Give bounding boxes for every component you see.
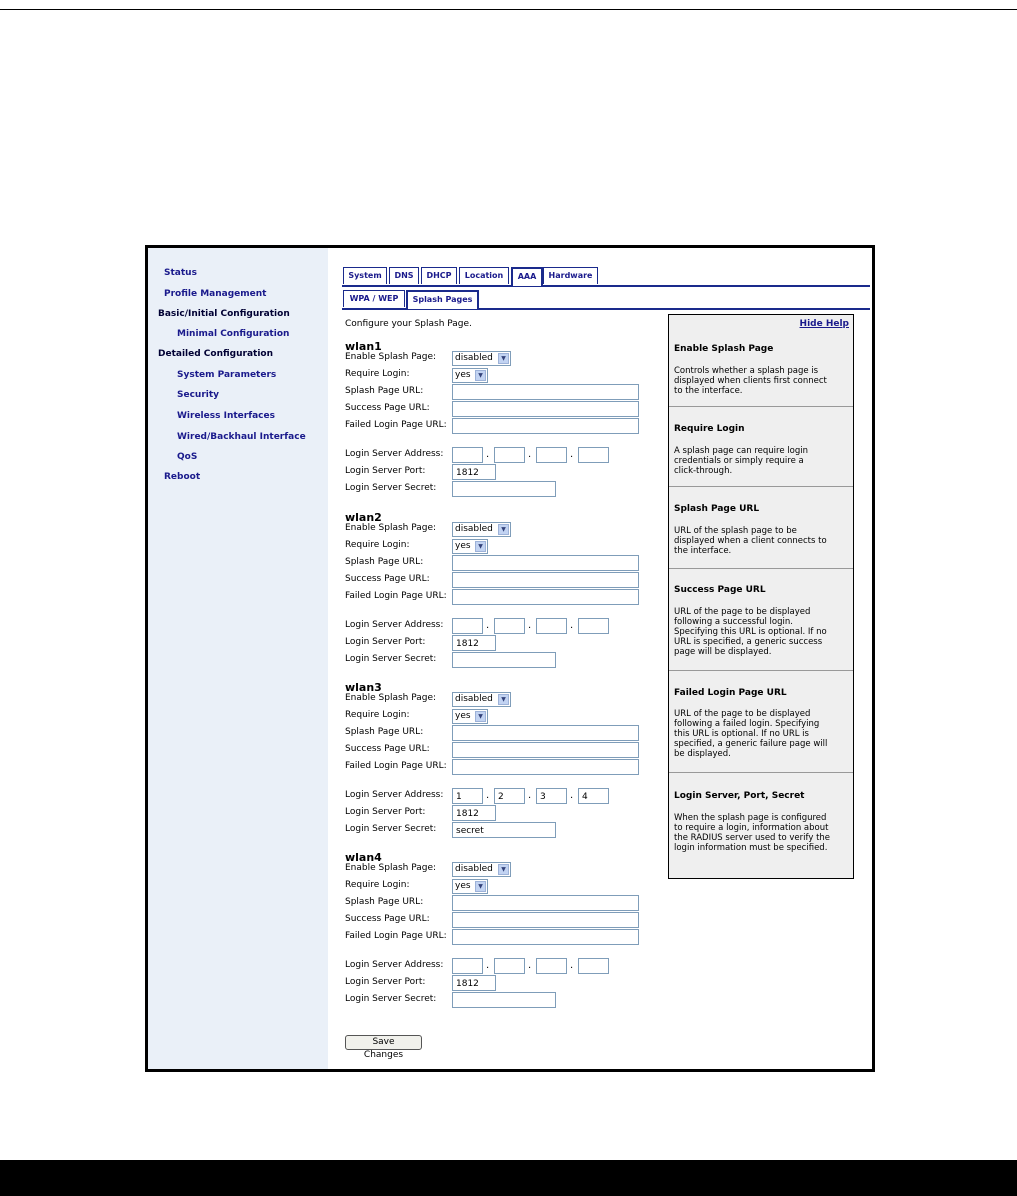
select-value: yes bbox=[455, 541, 471, 551]
sidebar-section-detailed: Detailed Configuration bbox=[158, 349, 274, 359]
server-secret-input[interactable] bbox=[452, 652, 556, 668]
tab-system[interactable]: System bbox=[343, 267, 387, 284]
splash-url-label: Splash Page URL: bbox=[345, 727, 424, 737]
splash-url-input[interactable] bbox=[452, 555, 639, 571]
failed-url-label: Failed Login Page URL: bbox=[345, 931, 447, 941]
tab-dns[interactable]: DNS bbox=[389, 267, 419, 284]
server-secret-label: Login Server Secret: bbox=[345, 994, 437, 1004]
success-url-label: Success Page URL: bbox=[345, 403, 430, 413]
server-secret-input[interactable]: secret bbox=[452, 822, 556, 838]
enable-splash-select[interactable] bbox=[452, 862, 511, 877]
select-value: yes bbox=[455, 881, 471, 891]
bottom-bar bbox=[0, 1160, 1017, 1196]
ip-dot: . bbox=[528, 790, 532, 801]
server-port-input[interactable]: 1812 bbox=[452, 975, 496, 991]
help-body: When the splash page is configured to require a login, information about the RADIUS server used to verify the login information must be specified. bbox=[674, 813, 831, 853]
tab-row bbox=[342, 267, 870, 287]
chevron-down-icon: ▼ bbox=[475, 711, 486, 722]
ip-octet-input[interactable] bbox=[536, 447, 567, 463]
success-url-label: Success Page URL: bbox=[345, 744, 430, 754]
ip-octet-input[interactable] bbox=[578, 447, 609, 463]
ip-octet-input[interactable] bbox=[452, 958, 483, 974]
sidebar-item-system-parameters[interactable]: System Parameters bbox=[177, 370, 277, 380]
top-rule bbox=[0, 9, 1017, 10]
failed-url-input[interactable] bbox=[452, 929, 639, 945]
wlan-name: wlan1 bbox=[345, 340, 382, 353]
ip-octet-input[interactable]: 3 bbox=[536, 788, 567, 804]
server-secret-input[interactable] bbox=[452, 992, 556, 1008]
screenshot-frame bbox=[145, 245, 875, 1072]
splash-url-input[interactable] bbox=[452, 895, 639, 911]
sidebar-item-wired-backhaul[interactable]: Wired/Backhaul Interface bbox=[177, 432, 306, 442]
ip-octet-input[interactable] bbox=[578, 958, 609, 974]
failed-url-label: Failed Login Page URL: bbox=[345, 591, 447, 601]
splash-url-label: Splash Page URL: bbox=[345, 897, 424, 907]
save-changes-button[interactable]: Save Changes bbox=[345, 1035, 422, 1050]
select-value: disabled bbox=[455, 353, 493, 363]
ip-octet-input[interactable] bbox=[536, 958, 567, 974]
subtab-wpa-wep[interactable]: WPA / WEP bbox=[343, 290, 405, 307]
ip-octet-input[interactable]: 2 bbox=[494, 788, 525, 804]
subtab-row bbox=[342, 290, 870, 310]
help-body: URL of the splash page to be displayed when a client connects to the interface. bbox=[674, 526, 827, 556]
sidebar-item-profile-management[interactable]: Profile Management bbox=[164, 289, 267, 299]
sidebar-item-minimal-configuration[interactable]: Minimal Configuration bbox=[177, 329, 290, 339]
require-login-label: Require Login: bbox=[345, 540, 410, 550]
ip-dot: . bbox=[570, 960, 574, 971]
ip-dot: . bbox=[528, 449, 532, 460]
success-url-label: Success Page URL: bbox=[345, 914, 430, 924]
sidebar-section-basic: Basic/Initial Configuration bbox=[158, 309, 290, 319]
splash-url-label: Splash Page URL: bbox=[345, 557, 424, 567]
require-login-select[interactable] bbox=[452, 709, 488, 724]
ip-octet-input[interactable] bbox=[494, 447, 525, 463]
enable-splash-label: Enable Splash Page: bbox=[345, 693, 437, 703]
failed-url-label: Failed Login Page URL: bbox=[345, 761, 447, 771]
help-divider bbox=[669, 568, 853, 569]
ip-dot: . bbox=[486, 790, 490, 801]
help-divider bbox=[669, 772, 853, 773]
ip-dot: . bbox=[528, 960, 532, 971]
chevron-down-icon: ▼ bbox=[475, 370, 486, 381]
help-body: URL of the page to be displayed following a failed login. Specifying this URL is optional. If no URL is specified, a generic failure page will be displayed. bbox=[674, 709, 828, 759]
help-title: Enable Splash Page bbox=[674, 344, 774, 354]
help-title: Failed Login Page URL bbox=[674, 688, 787, 698]
server-address-label: Login Server Address: bbox=[345, 790, 444, 800]
ip-octet-input[interactable] bbox=[452, 447, 483, 463]
ip-dot: . bbox=[570, 449, 574, 460]
chevron-down-icon: ▼ bbox=[498, 864, 509, 875]
require-login-select[interactable] bbox=[452, 539, 488, 554]
wlan-name: wlan2 bbox=[345, 511, 382, 524]
splash-url-label: Splash Page URL: bbox=[345, 386, 424, 396]
subtab-splash-pages[interactable]: Splash Pages bbox=[406, 290, 479, 309]
sidebar-item-status[interactable]: Status bbox=[164, 268, 197, 278]
select-value: yes bbox=[455, 370, 471, 380]
server-port-input[interactable]: 1812 bbox=[452, 464, 496, 480]
help-title: Splash Page URL bbox=[674, 504, 760, 514]
chevron-down-icon: ▼ bbox=[475, 881, 486, 892]
help-body: Controls whether a splash page is displayed when clients first connect to the interface. bbox=[674, 366, 827, 396]
server-secret-label: Login Server Secret: bbox=[345, 654, 437, 664]
require-login-label: Require Login: bbox=[345, 880, 410, 890]
wlan-name: wlan4 bbox=[345, 851, 382, 864]
enable-splash-label: Enable Splash Page: bbox=[345, 352, 437, 362]
server-port-label: Login Server Port: bbox=[345, 637, 426, 647]
ip-dot: . bbox=[486, 960, 490, 971]
help-divider bbox=[669, 406, 853, 407]
help-body: A splash page can require login credentials or simply require a click-through. bbox=[674, 446, 808, 476]
chevron-down-icon: ▼ bbox=[498, 524, 509, 535]
success-url-input[interactable] bbox=[452, 572, 639, 588]
ip-octet-input[interactable]: 4 bbox=[578, 788, 609, 804]
select-value: disabled bbox=[455, 524, 493, 534]
ip-octet-input[interactable] bbox=[494, 618, 525, 634]
require-login-label: Require Login: bbox=[345, 369, 410, 379]
select-value: disabled bbox=[455, 864, 493, 874]
require-login-select[interactable] bbox=[452, 879, 488, 894]
sidebar-nav bbox=[148, 248, 328, 1069]
enable-splash-select[interactable] bbox=[452, 692, 511, 707]
server-port-input[interactable]: 1812 bbox=[452, 635, 496, 651]
server-secret-label: Login Server Secret: bbox=[345, 824, 437, 834]
enable-splash-label: Enable Splash Page: bbox=[345, 523, 437, 533]
tab-aaa[interactable]: AAA bbox=[511, 267, 543, 286]
help-divider bbox=[669, 670, 853, 671]
server-port-label: Login Server Port: bbox=[345, 466, 426, 476]
enable-splash-label: Enable Splash Page: bbox=[345, 863, 437, 873]
ip-dot: . bbox=[570, 620, 574, 631]
server-secret-label: Login Server Secret: bbox=[345, 483, 437, 493]
sidebar-item-security[interactable]: Security bbox=[177, 390, 220, 400]
server-address-label: Login Server Address: bbox=[345, 620, 444, 630]
ip-dot: . bbox=[486, 449, 490, 460]
failed-url-input[interactable] bbox=[452, 418, 639, 434]
ip-octet-input[interactable] bbox=[536, 618, 567, 634]
chevron-down-icon: ▼ bbox=[475, 541, 486, 552]
sidebar-item-wireless-interfaces[interactable]: Wireless Interfaces bbox=[177, 411, 275, 421]
failed-url-input[interactable] bbox=[452, 589, 639, 605]
ip-dot: . bbox=[528, 620, 532, 631]
select-value: disabled bbox=[455, 694, 493, 704]
help-title: Require Login bbox=[674, 424, 745, 434]
ip-octet-input[interactable]: 1 bbox=[452, 788, 483, 804]
server-address-label: Login Server Address: bbox=[345, 449, 444, 459]
main-content bbox=[328, 248, 872, 1069]
failed-url-label: Failed Login Page URL: bbox=[345, 420, 447, 430]
chevron-down-icon: ▼ bbox=[498, 694, 509, 705]
tab-dhcp[interactable]: DHCP bbox=[421, 267, 457, 284]
ip-octet-input[interactable] bbox=[578, 618, 609, 634]
success-url-label: Success Page URL: bbox=[345, 574, 430, 584]
enable-splash-select[interactable] bbox=[452, 522, 511, 537]
ip-dot: . bbox=[486, 620, 490, 631]
help-panel bbox=[668, 314, 854, 879]
require-login-label: Require Login: bbox=[345, 710, 410, 720]
wlan-name: wlan3 bbox=[345, 681, 382, 694]
enable-splash-select[interactable] bbox=[452, 351, 511, 366]
server-port-label: Login Server Port: bbox=[345, 807, 426, 817]
server-address-label: Login Server Address: bbox=[345, 960, 444, 970]
help-divider bbox=[669, 486, 853, 487]
tab-location[interactable]: Location bbox=[459, 267, 509, 284]
select-value: yes bbox=[455, 711, 471, 721]
sidebar-item-qos[interactable]: QoS bbox=[177, 452, 198, 462]
ip-dot: . bbox=[570, 790, 574, 801]
help-title: Login Server, Port, Secret bbox=[674, 791, 805, 801]
success-url-input[interactable] bbox=[452, 401, 639, 417]
ip-octet-input[interactable] bbox=[452, 618, 483, 634]
help-title: Success Page URL bbox=[674, 585, 766, 595]
splash-url-input[interactable] bbox=[452, 725, 639, 741]
success-url-input[interactable] bbox=[452, 742, 639, 758]
tab-hardware[interactable]: Hardware bbox=[543, 267, 598, 284]
server-port-label: Login Server Port: bbox=[345, 977, 426, 987]
sidebar-item-reboot[interactable]: Reboot bbox=[164, 472, 201, 482]
hide-help-link[interactable]: Hide Help bbox=[799, 319, 849, 329]
server-secret-input[interactable] bbox=[452, 481, 556, 497]
help-body: URL of the page to be displayed following a successful login. Specifying this URL is optional. If no URL is specified, a generic success page will be displayed. bbox=[674, 607, 827, 657]
splash-url-input[interactable] bbox=[452, 384, 639, 400]
require-login-select[interactable] bbox=[452, 368, 488, 383]
server-port-input[interactable]: 1812 bbox=[452, 805, 496, 821]
ip-octet-input[interactable] bbox=[494, 958, 525, 974]
chevron-down-icon: ▼ bbox=[498, 353, 509, 364]
intro-text: Configure your Splash Page. bbox=[345, 319, 472, 329]
success-url-input[interactable] bbox=[452, 912, 639, 928]
failed-url-input[interactable] bbox=[452, 759, 639, 775]
